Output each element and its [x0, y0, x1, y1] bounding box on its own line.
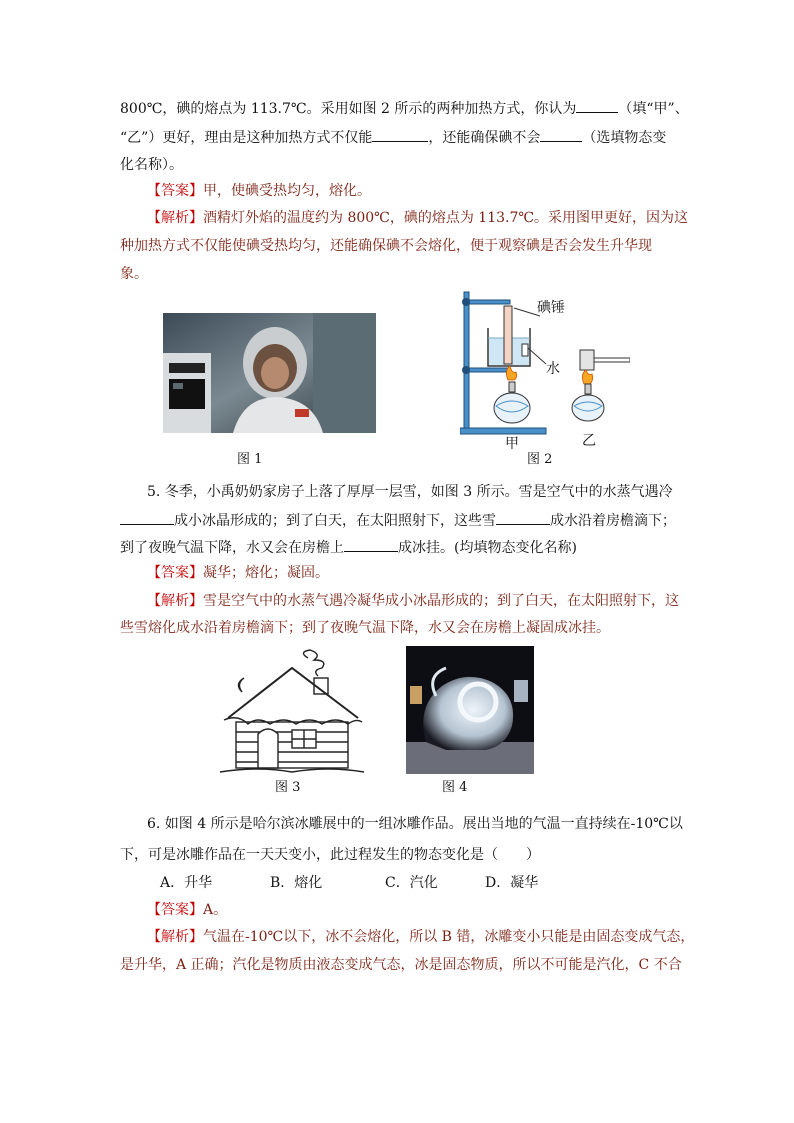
- figure-1-astronaut-photo: [163, 313, 376, 433]
- q5-answer: 【答案】凝华；熔化；凝固。: [147, 565, 329, 581]
- setup-jia-label: 甲: [505, 436, 519, 452]
- q5-explanation-line-2: 些雪熔化成水沿着房檐滴下；到了夜晚气温下降，水又会在房檐上凝固成冰挂。: [120, 620, 610, 636]
- q4-text-line-3: 化名称）。: [120, 157, 183, 173]
- answer-blank[interactable]: [344, 537, 398, 552]
- figure-4-ice-sculpture-photo: [406, 646, 534, 774]
- option-c[interactable]: C．汽化: [385, 875, 438, 891]
- q4-text-line-2: “乙”）更好，理由是这种加热方式不仅能 ，还能确保碘不会 （选填物态变: [120, 127, 666, 148]
- q4-explanation-line-1: 【解析】酒精灯外焰的温度约为 800℃，碘的熔点为 113.7℃。采用图甲更好，因为这: [147, 210, 689, 226]
- answer-blank[interactable]: [496, 510, 550, 525]
- q6-answer: 【答案】A。: [147, 902, 228, 918]
- q4-text-line-1: 800℃，碘的熔点为 113.7℃。采用如图 2 所示的两种加热方式，你认为 （填“甲”、: [120, 98, 689, 119]
- option-a[interactable]: A．升华: [160, 875, 213, 891]
- option-b[interactable]: B．熔化: [270, 875, 323, 891]
- figure-3-caption: 图 3: [275, 780, 301, 795]
- q6-explanation-line-2: 是升华，A 正确；汽化是物质由液态变成气态，冰是固态物质，所以不可能是汽化，C 不合: [120, 957, 682, 973]
- q6-text-line-1: 6. 如图 4 所示是哈尔滨冰雕展中的一组冰雕作品。展出当地的气温一直持续在-10℃以: [147, 816, 683, 832]
- q5-explanation-line-1: 【解析】雪是空气中的水蒸气遇冷凝华成小冰晶形成的；到了白天，在太阳照射下，这: [147, 593, 679, 609]
- q4-answer: 【答案】甲，使碘受热均匀，熔化。: [147, 183, 371, 199]
- option-d[interactable]: D．凝华: [485, 875, 539, 891]
- iodine-hammer-label: 碘锤: [537, 300, 565, 316]
- answer-blank[interactable]: [576, 98, 618, 113]
- figure-2-caption: 图 2: [527, 452, 553, 467]
- answer-blank[interactable]: [372, 127, 428, 142]
- q6-explanation-line-1: 【解析】气温在-10℃以下，冰不会熔化，所以 B 错，冰雕变小只能是由固态变成气态，: [147, 929, 695, 945]
- q4-explanation-line-3: 象。: [120, 266, 148, 282]
- figure-4-caption: 图 4: [442, 780, 468, 795]
- q5-text-line-1: 5. 冬季，小禹奶奶家房子上落了厚厚一层雪，如图 3 所示。雪是空气中的水蒸气遇冷: [147, 484, 673, 500]
- q6-options: [160, 873, 538, 893]
- water-label: 水: [546, 361, 560, 377]
- q5-text-line-3: 到了夜晚气温下降，水又会在房檐上 成冰挂。(均填物态变化名称): [120, 537, 577, 558]
- answer-blank[interactable]: [120, 510, 174, 525]
- answer-blank[interactable]: [540, 127, 582, 142]
- figure-3-snowy-house: [218, 648, 366, 774]
- figure-1-caption: 图 1: [237, 452, 263, 467]
- q4-explanation-line-2: 种加热方式不仅能使碘受热均匀，还能确保碘不会熔化，便于观察碘是否会发生升华现: [120, 238, 652, 254]
- q5-text-line-2: 成小冰晶形成的；到了白天，在太阳照射下，这些雪 成水沿着房檐滴下；: [120, 510, 676, 531]
- q6-text-line-2: 下，可是冰雕作品在一天天变小，此过程发生的物态变化是（ ）: [120, 847, 540, 863]
- setup-yi-label: 乙: [582, 433, 596, 449]
